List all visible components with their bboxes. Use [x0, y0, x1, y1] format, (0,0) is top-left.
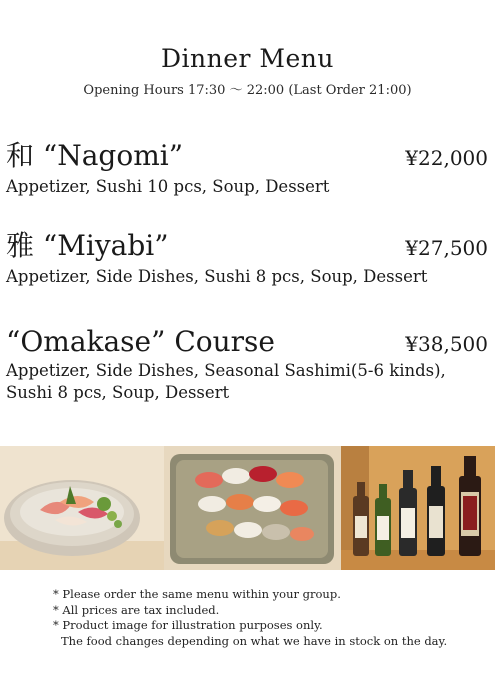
sashimi-photo — [0, 446, 164, 570]
course-description: Appetizer, Sushi 10 pcs, Soup, Dessert — [6, 177, 330, 196]
note-line: The food changes depending on what we have in stock on the day. — [61, 633, 448, 648]
course-nagomi — [6, 134, 488, 198]
course-price: ¥38,500 — [405, 332, 488, 356]
menu-notes — [53, 587, 483, 649]
course-price: ¥27,500 — [405, 236, 488, 260]
note-line: * All prices are tax included. — [53, 602, 220, 617]
course-price: ¥22,000 — [405, 146, 488, 170]
sake-bottles-photo — [341, 446, 495, 570]
photo-strip — [0, 446, 495, 570]
course-miyabi — [6, 224, 488, 288]
course-name: “Omakase” Course — [6, 325, 275, 358]
note-line: * Please order the same menu within your group. — [53, 587, 341, 601]
note-line: * Product image for illustration purposes only. — [53, 618, 323, 632]
course-name: 和 “Nagomi” — [6, 139, 184, 172]
course-description: Appetizer, Side Dishes, Seasonal Sashimi(5-6 kinds), Sushi 8 pcs, Soup, Dessert — [6, 361, 446, 402]
opening-hours: Opening Hours 17:30 〜 22:00 (Last Order 21:00) — [83, 83, 412, 98]
course-description: Appetizer, Side Dishes, Sushi 8 pcs, Soup, Dessert — [6, 267, 428, 286]
course-name: 雅 “Miyabi” — [6, 229, 169, 262]
menu-title: Dinner Menu — [160, 44, 335, 73]
sushi-photo — [164, 446, 341, 570]
course-omakase — [6, 325, 488, 404]
